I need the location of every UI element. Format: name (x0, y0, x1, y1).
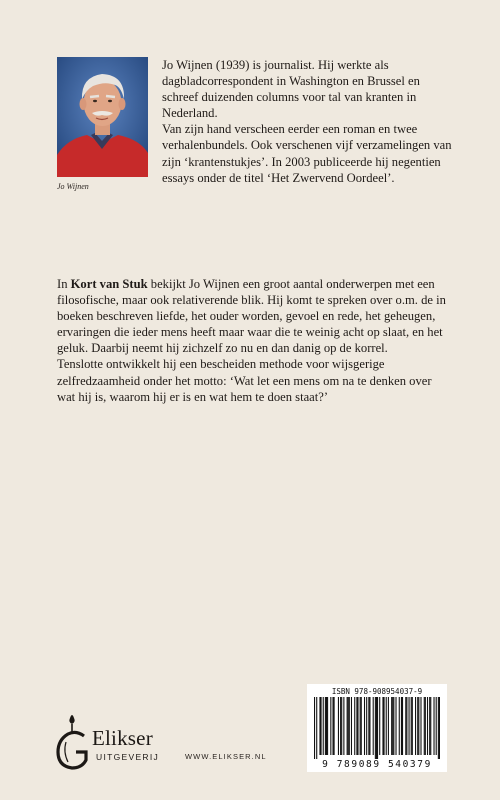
barcode-bar (326, 697, 327, 755)
barcode-bar (376, 697, 377, 759)
barcode-bar (332, 697, 333, 755)
barcode-bar (377, 697, 378, 759)
barcode-bar (347, 697, 348, 755)
barcode-bar (417, 697, 418, 755)
book-title: Kort van Stuk (70, 277, 148, 291)
author-bio (162, 57, 452, 186)
publisher-emblem-icon (52, 712, 96, 774)
barcode-bar (343, 697, 344, 755)
barcode-bar (439, 697, 440, 759)
barcode-bar (354, 697, 355, 755)
barcode-bar (411, 697, 412, 755)
barcode-bar (321, 697, 322, 755)
barcode-bar (348, 697, 349, 755)
description-paragraph-1: In Kort van Stuk bekijkt Jo Wijnen een groot aantal onderwerpen met een filosofische, maar ook relativerende blik. Hij komt te spreken over o.m. de in boeken beschreven liefde, het ouder worden, gevoel en rede, het geheugen, ervaringen die ieder mens heeft maar waar die te weinig acht op slaat, en het geluk. Daarbij neemt hij zichzelf zo nu en dan danig op de korrel. (57, 277, 446, 356)
barcode-bar (405, 697, 406, 755)
barcode-bar (314, 697, 315, 759)
barcode-bar (366, 697, 367, 755)
barcode-digits: 9 789089 540379 (322, 759, 432, 770)
bio-paragraph-1: Jo Wijnen (1939) is journalist. Hij werkte als dagbladcorrespondent in Washington en Brussel en schreef duizenden columns voor tal van kranten in Nederland. (162, 58, 420, 121)
barcode-bar (427, 697, 428, 755)
barcode-bar (357, 697, 358, 755)
publisher-website: WWW.ELIKSER.NL (185, 752, 267, 761)
barcode-bar (360, 697, 361, 755)
barcode-bar (325, 697, 326, 755)
isbn-label: ISBN 978-908954037-9 (331, 687, 423, 696)
barcode-panel (307, 684, 447, 772)
barcode (314, 697, 440, 759)
bio-paragraph-2: Van zijn hand verscheen eerder een roman en twee verhalenbundels. Ook verschenen vijf verzamelingen van zijn ‘krantenstukjes’. In 2003 publiceerde hij negentien essays onder de titel ‘Het Zwervend Oordeel’. (162, 122, 452, 185)
author-photo (57, 57, 148, 177)
barcode-bar (373, 697, 374, 755)
barcode-bar (438, 697, 439, 759)
barcode-bar (356, 697, 357, 755)
barcode-bar (420, 697, 421, 755)
barcode-bar (375, 697, 376, 759)
barcode-bar (364, 697, 365, 755)
barcode-bar (409, 697, 410, 755)
barcode-bar (406, 697, 407, 755)
barcode-bar (361, 697, 362, 755)
barcode-bar (388, 697, 389, 755)
barcode-bar (412, 697, 413, 755)
barcode-bar (429, 697, 430, 755)
publisher-name: Elikser (92, 726, 153, 750)
barcode-bar (382, 697, 383, 755)
barcode-bar (340, 697, 341, 755)
barcode-bar (379, 697, 380, 755)
barcode-bar (368, 697, 369, 755)
barcode-bar (349, 697, 350, 755)
barcode-bar (424, 697, 425, 755)
barcode-bar (395, 697, 396, 755)
photo-caption: Jo Wijnen (57, 182, 89, 191)
barcode-bar (319, 697, 320, 755)
publisher-subtitle: UITGEVERIJ (96, 752, 160, 762)
description-paragraph-2: Tenslotte ontwikkelt hij een bescheiden methode voor wijsgerige zelfredzaamheid onder het motto: ‘Wat let een mens om na te denken over wat hij is, waarom hij er is en wat hem te doen staat?’ (57, 357, 432, 404)
publisher-logo (52, 712, 182, 774)
barcode-bar (369, 697, 370, 755)
barcode-bar (433, 697, 434, 755)
barcode-bar (393, 697, 394, 755)
barcode-bar (425, 697, 426, 755)
barcode-bar (436, 697, 437, 755)
barcode-bar (384, 697, 385, 755)
barcode-bar (415, 697, 416, 755)
barcode-bar (386, 697, 387, 755)
barcode-bar (430, 697, 431, 755)
barcode-bar (330, 697, 331, 755)
barcode-bar (316, 697, 317, 759)
barcode-bar (399, 697, 400, 755)
barcode-bar (391, 697, 392, 755)
barcode-bar (392, 697, 393, 755)
barcode-bar (323, 697, 324, 755)
barcode-bar (418, 697, 419, 755)
barcode-bar (327, 697, 328, 755)
barcode-bar (341, 697, 342, 755)
barcode-bar (334, 697, 335, 755)
book-description (57, 276, 452, 405)
barcode-bar (401, 697, 402, 755)
barcode-bar (338, 697, 339, 755)
barcode-bar (351, 697, 352, 755)
barcode-bar (402, 697, 403, 755)
